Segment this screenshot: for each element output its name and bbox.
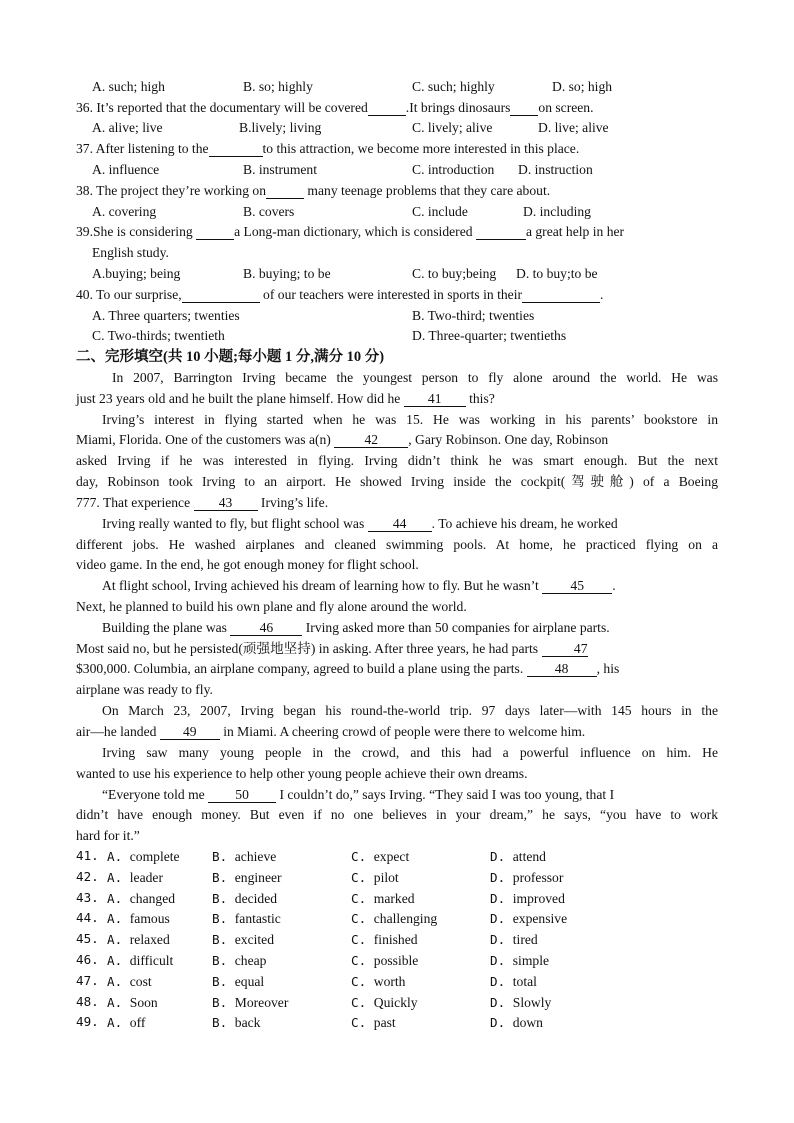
option-d[interactable] <box>490 996 551 1010</box>
option-word: relaxed <box>129 932 170 948</box>
passage-line: day, Robinson took Irving to an airport. He showed Irving inside the cockpit(驾驶舱) of a Boeing <box>76 474 718 489</box>
q35-option-a: A. such; high <box>92 79 165 94</box>
passage-text: . <box>612 578 616 593</box>
option-b[interactable] <box>212 996 288 1010</box>
option-letter: B. <box>212 869 228 885</box>
passage-line: wanted to use his experience to help other young people achieve their own dreams. <box>76 766 528 781</box>
question-number: 41. <box>76 848 99 863</box>
option-letter: A. <box>107 890 123 906</box>
answer-blank[interactable] <box>510 102 538 116</box>
option-word: marked <box>373 890 415 906</box>
option-letter: D. <box>490 932 506 948</box>
option-letter: C. <box>351 911 367 927</box>
option-letter: C. <box>351 994 367 1010</box>
option-word: Slowly <box>512 994 552 1010</box>
q39-option-a: A.buying; being <box>92 266 181 281</box>
q40-option-b: B. Two-third; twenties <box>412 308 535 323</box>
option-letter: A. <box>107 869 123 885</box>
option-c[interactable] <box>351 975 405 989</box>
option-a[interactable] <box>107 892 175 906</box>
question-39-text: a great help in her <box>525 224 625 239</box>
option-word: finished <box>373 932 418 948</box>
answer-blank[interactable] <box>182 289 260 303</box>
option-letter: B. <box>212 973 228 989</box>
passage-line <box>76 662 619 677</box>
passage-text: 777. That experience <box>76 495 194 510</box>
option-letter: A. <box>107 994 123 1010</box>
option-d[interactable] <box>490 850 546 864</box>
passage-line <box>76 433 608 448</box>
option-word: professor <box>512 869 564 885</box>
passage-line: different jobs. He washed airplanes and cleaned swimming pools. At home, he practiced flying on a <box>76 537 718 552</box>
option-letter: B. <box>212 1015 228 1031</box>
passage-text: At flight school, Irving achieved his dream of learning how to fly. But he wasn’t <box>102 578 543 593</box>
q35-option-b: B. so; highly <box>243 79 313 94</box>
option-a[interactable] <box>107 975 152 989</box>
question-37-text: to this attraction, we become more interested in this place. <box>262 141 580 156</box>
option-letter: B. <box>212 994 228 1010</box>
question-36 <box>76 101 594 116</box>
question-40-text: of our teachers were interested in sports in their <box>259 287 522 302</box>
question-39-text: 39.She is considering <box>76 224 197 239</box>
option-b[interactable] <box>212 975 264 989</box>
passage-line: Irving’s interest in flying started when he was 15. He was working in his parents’ bookstore in <box>102 412 718 427</box>
passage-line: Next, he planned to build his own plane and fly alone around the world. <box>76 599 467 614</box>
option-d[interactable] <box>490 954 549 968</box>
question-number: 43. <box>76 889 99 905</box>
option-b[interactable] <box>212 850 276 864</box>
passage-text: . To achieve his dream, he worked <box>431 516 618 531</box>
passage-line <box>76 642 588 657</box>
option-letter: A. <box>107 1015 123 1031</box>
q38-option-c: C. include <box>412 204 468 219</box>
option-d[interactable] <box>490 871 563 885</box>
passage-line <box>76 496 328 511</box>
option-letter: B. <box>212 890 228 906</box>
question-39-text: a Long-man dictionary, which is considered <box>234 224 476 239</box>
option-word: equal <box>234 973 265 989</box>
blank-44[interactable]: 44 <box>368 518 432 532</box>
option-b[interactable] <box>212 912 281 926</box>
option-word: improved <box>512 890 565 906</box>
passage-text: Irving’s life. <box>257 495 329 510</box>
question-37-text: 37. After listening to the <box>76 141 209 156</box>
option-word: down <box>512 1015 543 1031</box>
question-40-text: . <box>600 287 604 302</box>
option-word: difficult <box>129 953 174 968</box>
blank-45[interactable]: 45 <box>542 580 612 594</box>
option-d[interactable] <box>490 975 537 989</box>
passage-line: On March 23, 2007, Irving began his round-the-world trip. 97 days later—with 145 hours in the <box>102 703 718 718</box>
option-word: total <box>512 973 537 989</box>
passage-text: I couldn’t do,” says Irving. “They said I was too young, that I <box>276 787 615 802</box>
option-word: attend <box>512 849 546 864</box>
option-word: tired <box>512 932 538 948</box>
option-a[interactable] <box>107 954 173 968</box>
question-number: 48. <box>76 993 99 1009</box>
blank-50[interactable]: 50 <box>208 789 276 803</box>
option-word: cost <box>129 973 152 989</box>
question-number: 46. <box>76 952 99 967</box>
q37-option-a: A. influence <box>92 162 160 177</box>
question-38 <box>76 184 550 199</box>
option-b[interactable] <box>212 892 277 906</box>
q36-option-d: D. live; alive <box>538 120 609 135</box>
passage-text: in Miami. A cheering crowd of people were there to welcome him. <box>219 724 586 739</box>
option-a[interactable] <box>107 996 158 1010</box>
option-letter: B. <box>212 932 228 948</box>
option-a[interactable] <box>107 912 170 926</box>
option-d[interactable] <box>490 892 565 906</box>
option-b[interactable] <box>212 1016 260 1030</box>
question-number: 49. <box>76 1014 99 1030</box>
option-letter: B. <box>212 953 228 968</box>
option-letter: D. <box>490 994 506 1010</box>
question-number: 44. <box>76 910 99 926</box>
option-word: changed <box>129 890 176 906</box>
option-letter: A. <box>107 849 123 864</box>
blank-49[interactable]: 49 <box>160 726 220 740</box>
option-letter: C. <box>351 953 367 968</box>
q39-option-c: C. to buy;being <box>412 266 497 281</box>
question-36-text: .It brings dinosaurs <box>405 100 511 115</box>
option-word: cheap <box>234 953 267 968</box>
passage-line: In 2007, Barrington Irving became the youngest person to fly alone around the world. He was <box>112 370 718 385</box>
passage-text: Miami, Florida. One of the customers was a(n) <box>76 432 335 447</box>
option-letter: A. <box>107 932 123 948</box>
passage-text: this? <box>465 391 495 406</box>
passage-line: hard for it.” <box>76 828 140 843</box>
question-40-text: 40. To our surprise, <box>76 287 182 302</box>
option-word: Soon <box>129 994 158 1010</box>
option-c[interactable] <box>351 954 418 968</box>
question-39-line2: English study. <box>92 245 169 260</box>
option-a[interactable] <box>107 933 170 947</box>
option-c[interactable] <box>351 933 418 947</box>
option-a[interactable] <box>107 871 163 885</box>
option-word: leader <box>129 869 163 885</box>
passage-line: asked Irving if he was interested in flying. Irving didn’t think he was smart enough. But the next <box>76 453 718 468</box>
option-letter: D. <box>490 1015 506 1031</box>
option-word: possible <box>373 953 419 968</box>
option-b[interactable] <box>212 954 266 968</box>
q36-option-b: B.lively; living <box>239 120 322 135</box>
question-36-text: on screen. <box>538 100 594 115</box>
option-word: back <box>234 1015 261 1031</box>
option-word: achieve <box>234 849 277 864</box>
option-d[interactable] <box>490 933 538 947</box>
option-c[interactable] <box>351 996 418 1010</box>
option-letter: D. <box>490 849 506 864</box>
q35-option-d: D. so; high <box>552 79 613 94</box>
option-letter: C. <box>351 973 367 989</box>
q40-option-a: A. Three quarters; twenties <box>92 308 240 323</box>
passage-text: Irving really wanted to fly, but flight school was <box>102 516 368 531</box>
option-word: Quickly <box>373 994 418 1010</box>
option-letter: A. <box>107 953 123 968</box>
option-word: simple <box>512 953 550 968</box>
option-word: decided <box>234 890 278 906</box>
option-c[interactable] <box>351 912 437 926</box>
option-word: famous <box>129 911 170 927</box>
passage-line <box>76 392 495 407</box>
option-letter: D. <box>490 953 506 968</box>
section-heading: 二、完形填空(共 10 小题;每小题 1 分,满分 10 分) <box>76 349 385 365</box>
option-letter: D. <box>490 973 506 989</box>
q40-option-d: D. Three-quarter; twentieths <box>412 328 567 343</box>
question-36-text: 36. It’s reported that the documentary will be covered <box>76 100 368 115</box>
option-letter: B. <box>212 849 228 864</box>
passage-line <box>76 725 585 740</box>
option-word: expect <box>373 849 410 864</box>
question-38-text: 38. The project they’re working on <box>76 183 267 198</box>
option-letter: A. <box>107 973 123 989</box>
option-b[interactable] <box>212 933 274 947</box>
question-number: 42. <box>76 868 99 884</box>
blank-48[interactable]: 48 <box>527 663 597 677</box>
answer-blank[interactable] <box>209 143 263 157</box>
option-letter: C. <box>351 869 367 885</box>
option-word: expensive <box>512 911 568 927</box>
option-c[interactable] <box>351 871 399 885</box>
passage-text: Building the plane was <box>102 620 231 635</box>
passage-text: , his <box>596 661 620 676</box>
q39-option-d: D. to buy;to be <box>516 266 598 281</box>
passage-text: “Everyone told me <box>102 787 209 802</box>
answer-blank[interactable] <box>266 185 304 199</box>
q38-option-d: D. including <box>523 204 591 219</box>
passage-line <box>102 788 614 803</box>
option-c[interactable] <box>351 1016 396 1030</box>
q36-option-c: C. lively; alive <box>412 120 493 135</box>
answer-blank[interactable] <box>368 102 406 116</box>
option-c[interactable] <box>351 850 409 864</box>
answer-blank[interactable] <box>196 226 234 240</box>
passage-line <box>102 517 618 532</box>
option-word: fantastic <box>234 911 281 927</box>
option-word: challenging <box>373 911 438 927</box>
option-d[interactable] <box>490 1016 543 1030</box>
option-letter: C. <box>351 849 367 864</box>
passage-line <box>102 621 610 636</box>
option-word: complete <box>129 849 180 864</box>
question-38-text: many teenage problems that they care about. <box>304 183 551 198</box>
blank-42[interactable]: 42 <box>334 434 408 448</box>
option-a[interactable] <box>107 1016 145 1030</box>
option-letter: D. <box>490 869 506 885</box>
passage-line: video game. In the end, he got enough money for flight school. <box>76 557 419 572</box>
option-letter: C. <box>351 932 367 948</box>
question-39 <box>76 225 624 240</box>
q39-option-b: B. buying; to be <box>243 266 331 281</box>
answer-blank[interactable] <box>476 226 526 240</box>
option-letter: A. <box>107 911 123 927</box>
option-word: excited <box>234 932 275 948</box>
passage-text: Most said no, but he persisted(顽强地坚持) in asking. After three years, he had parts <box>76 641 542 656</box>
blank-43[interactable]: 43 <box>194 497 258 511</box>
q38-option-b: B. covers <box>243 204 295 219</box>
option-b[interactable] <box>212 871 282 885</box>
passage-line: Irving saw many young people in the crowd, and this had a powerful influence on him. He <box>102 745 718 760</box>
option-letter: D. <box>490 911 506 927</box>
option-d[interactable] <box>490 912 567 926</box>
question-number: 47. <box>76 972 99 988</box>
passage-text: Irving asked more than 50 companies for airplane parts. <box>302 620 610 635</box>
q37-option-d: D. instruction <box>518 162 593 177</box>
option-word: past <box>373 1015 396 1031</box>
option-word: worth <box>373 973 406 989</box>
q37-option-c: C. introduction <box>412 162 495 177</box>
option-letter: C. <box>351 890 367 906</box>
question-40 <box>76 288 603 303</box>
blank-46[interactable]: 46 <box>230 622 302 636</box>
q40-option-c: C. Two-thirds; twentieth <box>92 328 225 343</box>
question-number: 45. <box>76 931 99 947</box>
q37-option-b: B. instrument <box>243 162 318 177</box>
q35-option-c: C. such; highly <box>412 79 495 94</box>
passage-line <box>102 579 616 594</box>
option-letter: D. <box>490 890 506 906</box>
passage-text: $300,000. Columbia, an airplane company, agreed to build a plane using the parts. <box>76 661 527 676</box>
option-letter: B. <box>212 911 228 927</box>
blank-41[interactable]: 41 <box>404 393 466 407</box>
option-word: Moreover <box>234 994 289 1010</box>
question-37 <box>76 142 579 157</box>
passage-text: air—he landed <box>76 724 160 739</box>
q36-option-a: A. alive; live <box>92 120 163 135</box>
blank-47[interactable]: 47 <box>542 643 588 657</box>
answer-blank[interactable] <box>522 289 600 303</box>
option-word: pilot <box>373 869 399 885</box>
option-word: off <box>129 1015 146 1031</box>
q38-option-a: A. covering <box>92 204 157 219</box>
option-c[interactable] <box>351 892 415 906</box>
option-a[interactable] <box>107 850 180 864</box>
passage-line: airplane was ready to fly. <box>76 682 213 697</box>
option-word: engineer <box>234 869 282 885</box>
passage-text: , Gary Robinson. One day, Robinson <box>408 432 609 447</box>
passage-text: just 23 years old and he built the plane himself. How did he <box>76 391 404 406</box>
passage-line: didn’t have enough money. But even if no one believes in your dream,” he says, “you have to work <box>76 807 718 822</box>
option-letter: C. <box>351 1015 367 1031</box>
